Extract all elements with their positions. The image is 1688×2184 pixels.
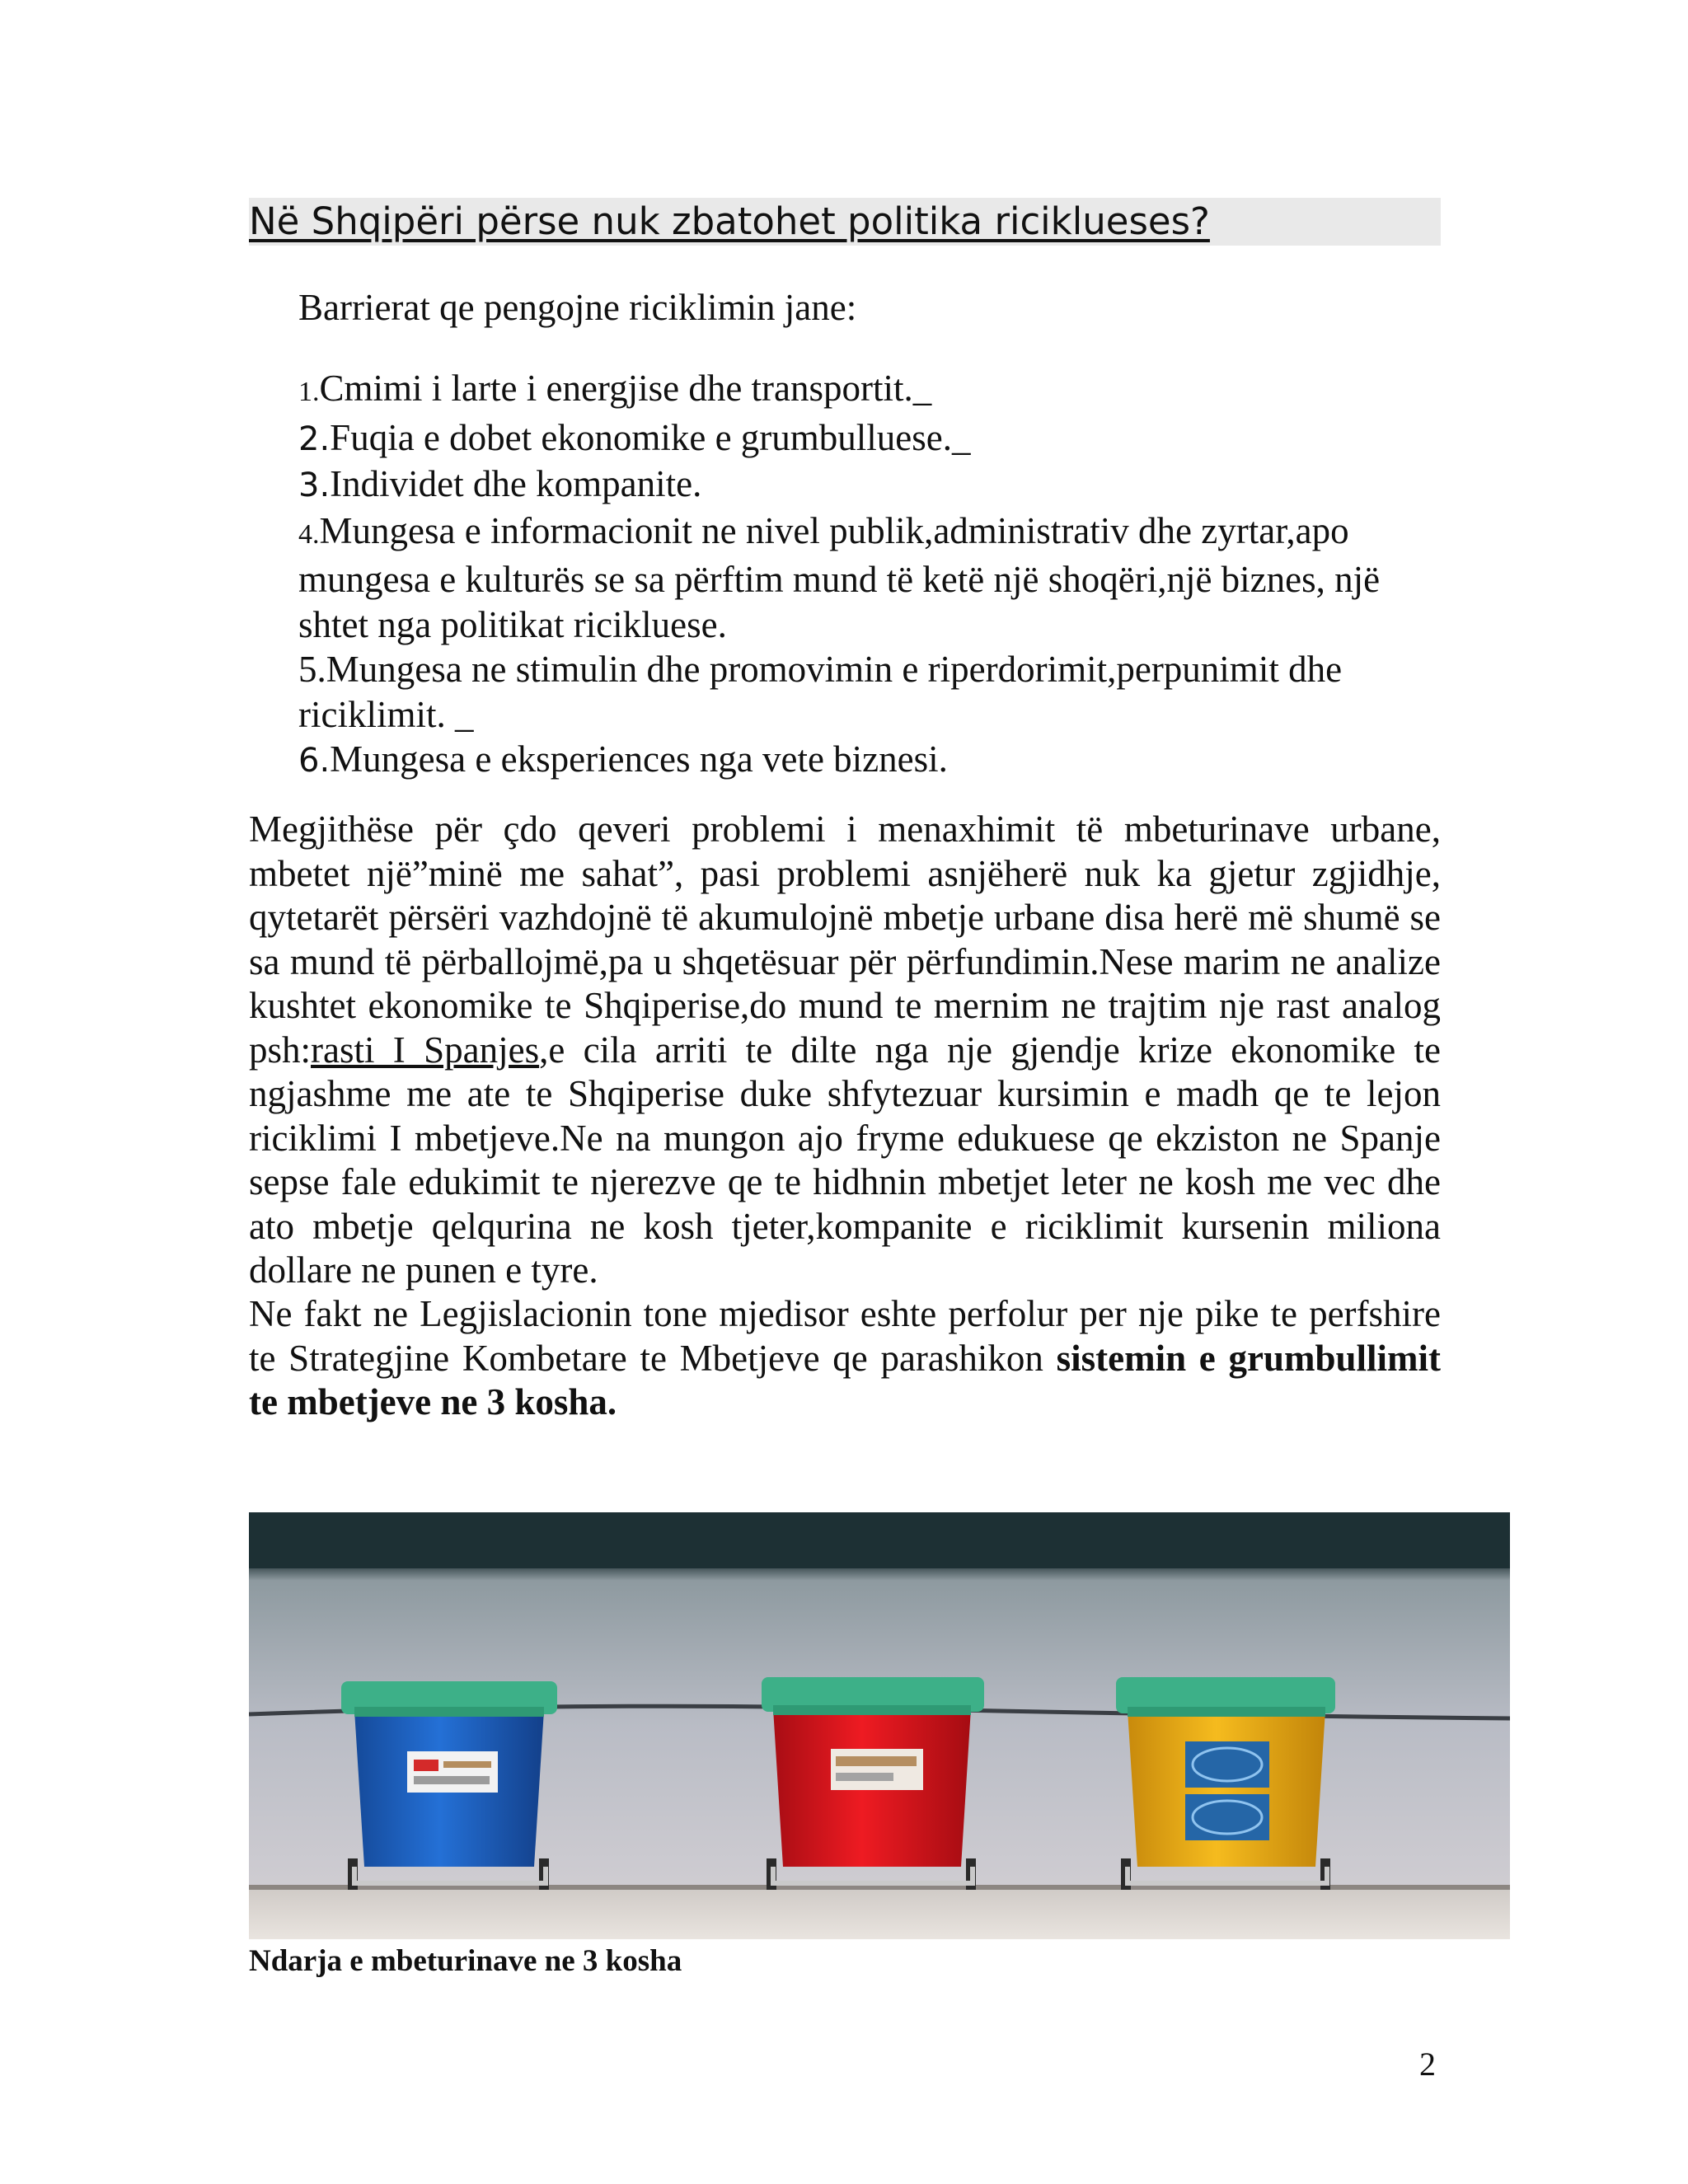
recycling-bins-photo (249, 1512, 1510, 1939)
list-item (298, 509, 1452, 648)
paragraph-text: Ne fakt ne Legjislacionin tone mjedisor eshte perfolur per nje pike te perfshire te Strategjine Kombetare te Mbetjeve qe parashikon (249, 1293, 1441, 1379)
barriers-list (298, 366, 1452, 784)
list-item (298, 737, 1452, 784)
list-number: 2. (298, 419, 331, 458)
intro-text: Barrierat qe pengojne riciklimin jane: (298, 287, 857, 328)
list-number: 6. (298, 742, 331, 780)
bold-emphasis: sistemin e grumbullimit te mbetjeve ne 3 kosha. (249, 1337, 1441, 1422)
body-paragraph (249, 808, 1441, 1293)
legislation-paragraph (249, 1292, 1441, 1425)
list-number: 3. (298, 466, 331, 504)
list-item (298, 415, 1452, 462)
list-text: Cmimi i larte i energjise dhe transportit._ (319, 368, 932, 409)
list-text: Individet dhe kompanite. (330, 463, 702, 504)
list-text: Fuqia e dobet ekonomike e grumbulluese._ (330, 416, 971, 458)
list-text: Mungesa ne stimulin dhe promovimin e riperdorimit,perpunimit dhe riciklimit. _ (298, 649, 1343, 735)
list-number: 1. (298, 377, 320, 407)
list-item (298, 366, 1452, 415)
yellow-bin (1116, 1677, 1335, 1890)
spain-case-link[interactable]: rasti I Spanjes (311, 1029, 540, 1071)
figure-caption: Ndarja e mbeturinave ne 3 kosha (249, 1944, 682, 1978)
paragraph-text: ,e cila arriti te dilte nga nje gjendje krize ekonomike te ngjashme me ate te Shqiperise duke shfytezuar kursimin e madh qe te lejon riciklimi I mbetjeve.Ne na mungon ajo fryme edukuese qe ekziston ne Spanje sepse fale edukimit te njerezve qe te hidhnin mbetjet leter ne kosh me vec dhe ato mbetje qelqurina ne kosh tjeter,kompanite e riciklimit kursenin miliona dollare ne punen e tyre. (249, 1029, 1442, 1291)
list-number: 5. (298, 649, 326, 690)
list-number: 4. (298, 518, 320, 550)
page-number: 2 (1419, 2046, 1436, 2083)
red-bin (762, 1677, 984, 1890)
list-item (298, 647, 1452, 737)
list-text: Mungesa e informacionit ne nivel publik,administrativ dhe zyrtar,apo mungesa e kulturës se sa përftim mund të ketë një shoqëri,një biznes, një shtet nga politikat ricikluese. (298, 509, 1381, 645)
blue-bin (341, 1681, 557, 1890)
list-text: Mungesa e eksperiences nga vete biznesi. (330, 738, 948, 780)
list-item (298, 462, 1452, 509)
paragraph-text: Megjithëse për çdo qeveri problemi i menaxhimit të mbeturinave urbane, mbetet një”minë me sahat”, pasi problemi asnjëherë nuk ka gjetur zgjidhje, qytetarët përsëri vazhdojnë të akumulojnë mbetje urbane disa herë më shumë se sa mund të përballojmë,pa u shqetësuar për përfundimin.Nese marim ne analize kushtet ekonomike te Shqiperise,do mund te mernim ne trajtim nje rast analog psh: (249, 808, 1441, 1071)
page-title: Në Shqipëri përse nuk zbatohet politika riciklueses? (249, 198, 1441, 246)
